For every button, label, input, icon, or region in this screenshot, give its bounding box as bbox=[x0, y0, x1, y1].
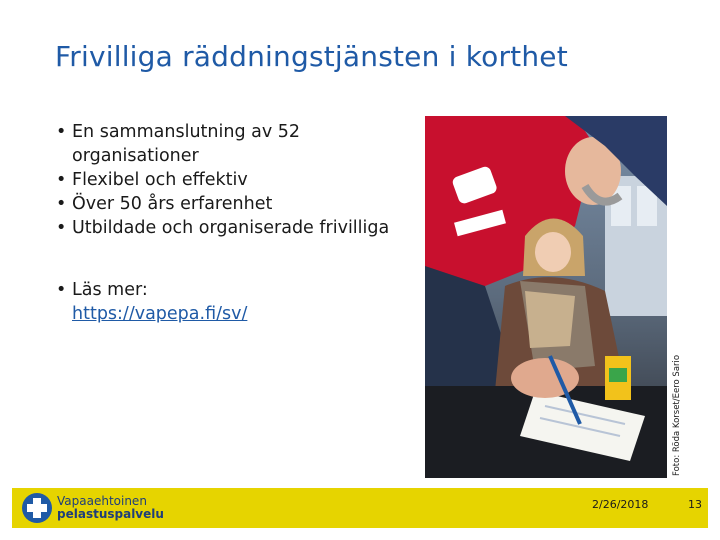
footer-bar bbox=[12, 488, 708, 528]
read-more-item bbox=[56, 278, 396, 326]
logo-line-1: Vapaaehtoinen bbox=[57, 494, 147, 508]
bullet-item: • Utbildade och organiserade frivilliga bbox=[56, 216, 396, 240]
photo-credit: Foto: Röda Korset/Eero Sario bbox=[672, 354, 682, 476]
photo-illustration bbox=[425, 116, 667, 478]
cross-logo-icon-horizontal bbox=[27, 504, 47, 512]
logo-text bbox=[57, 495, 164, 521]
volunteer-photo bbox=[425, 116, 667, 478]
logo-line-2: pelastuspalvelu bbox=[57, 507, 164, 521]
bullet-item: • Över 50 års erfarenhet bbox=[56, 192, 396, 216]
bullet-list bbox=[56, 120, 396, 326]
read-more-label: Läs mer: bbox=[72, 280, 148, 300]
slide-date: 2/26/2018 bbox=[592, 498, 649, 511]
page-number: 13 bbox=[688, 498, 702, 511]
bullet-item: • Flexibel och effektiv bbox=[56, 168, 396, 192]
slide-title: Frivilliga räddningstjänsten i korthet bbox=[55, 40, 568, 73]
bullet-item: • En sammanslutning av 52 organisationer bbox=[56, 120, 396, 168]
read-more-link[interactable]: https://vapepa.fi/sv/ bbox=[72, 304, 248, 324]
